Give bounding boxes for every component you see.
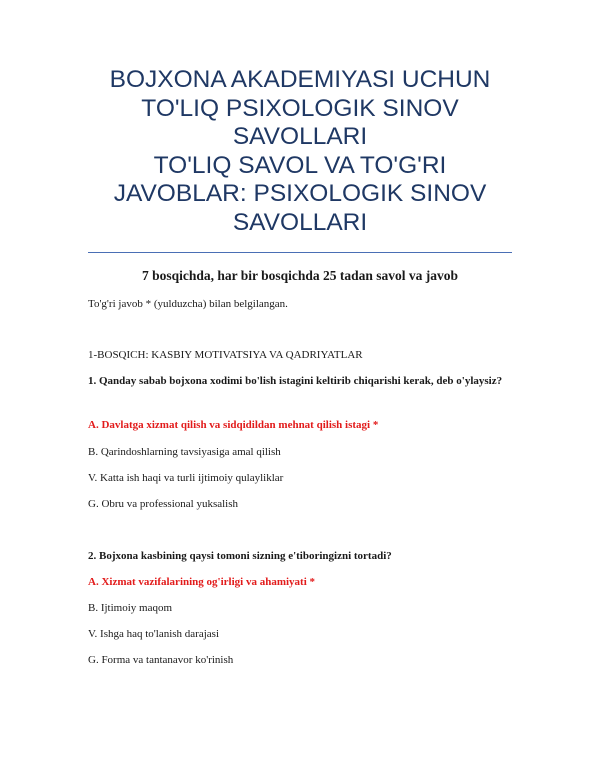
title-line: JAVOBLAR: PSIXOLOGIK SINOV xyxy=(113,180,487,208)
question-2-option-v: V. Ishga haq to'lanish darajasi xyxy=(88,628,220,640)
title-line: SAVOLLARI xyxy=(232,123,368,151)
note-text: To'g'ri javob * (yulduzcha) bilan belgilangan. xyxy=(88,298,288,310)
question-1-option-b: B. Qarindoshlarning tavsiyasiga amal qilish xyxy=(88,446,281,458)
title-line: TO'LIQ PSIXOLOGIK SINOV xyxy=(141,94,459,122)
question-1-option-a-correct: A. Davlatga xizmat qilish va sidqidildan mehnat qilish istagi * xyxy=(88,419,379,431)
question-2-option-g: G. Forma va tantanavor ko'rinish xyxy=(88,654,234,666)
question-1: 1. Qanday sabab bojxona xodimi bo'lish istagini keltirib chiqarishi kerak, deb o'ylaysiz? xyxy=(88,375,503,387)
title-divider xyxy=(88,252,512,253)
question-2: 2. Bojxona kasbining qaysi tomoni sizning e'tiboringizni tortadi? xyxy=(88,550,392,562)
document-title xyxy=(88,66,512,238)
section-heading: 1-BOSQICH: KASBIY MOTIVATSIYA VA QADRIYATLAR xyxy=(88,349,363,361)
question-1-option-g: G. Obru va professional yuksalish xyxy=(88,498,239,510)
title-line: BOJXONA AKADEMIYASI UCHUN xyxy=(109,66,491,93)
title-line: SAVOLLARI xyxy=(232,208,368,236)
title-line: TO'LIQ SAVOL VA TO'G'RI xyxy=(153,151,447,179)
question-2-option-a-correct: A. Xizmat vazifalarining og'irligi va ahamiyati * xyxy=(88,576,316,588)
question-1-option-v: V. Katta ish haqi va turli ijtimoiy qulayliklar xyxy=(88,472,284,484)
question-2-option-b: B. Ijtimoiy maqom xyxy=(88,602,173,614)
subtitle: 7 bosqichda, har bir bosqichda 25 tadan savol va javob xyxy=(141,268,459,283)
